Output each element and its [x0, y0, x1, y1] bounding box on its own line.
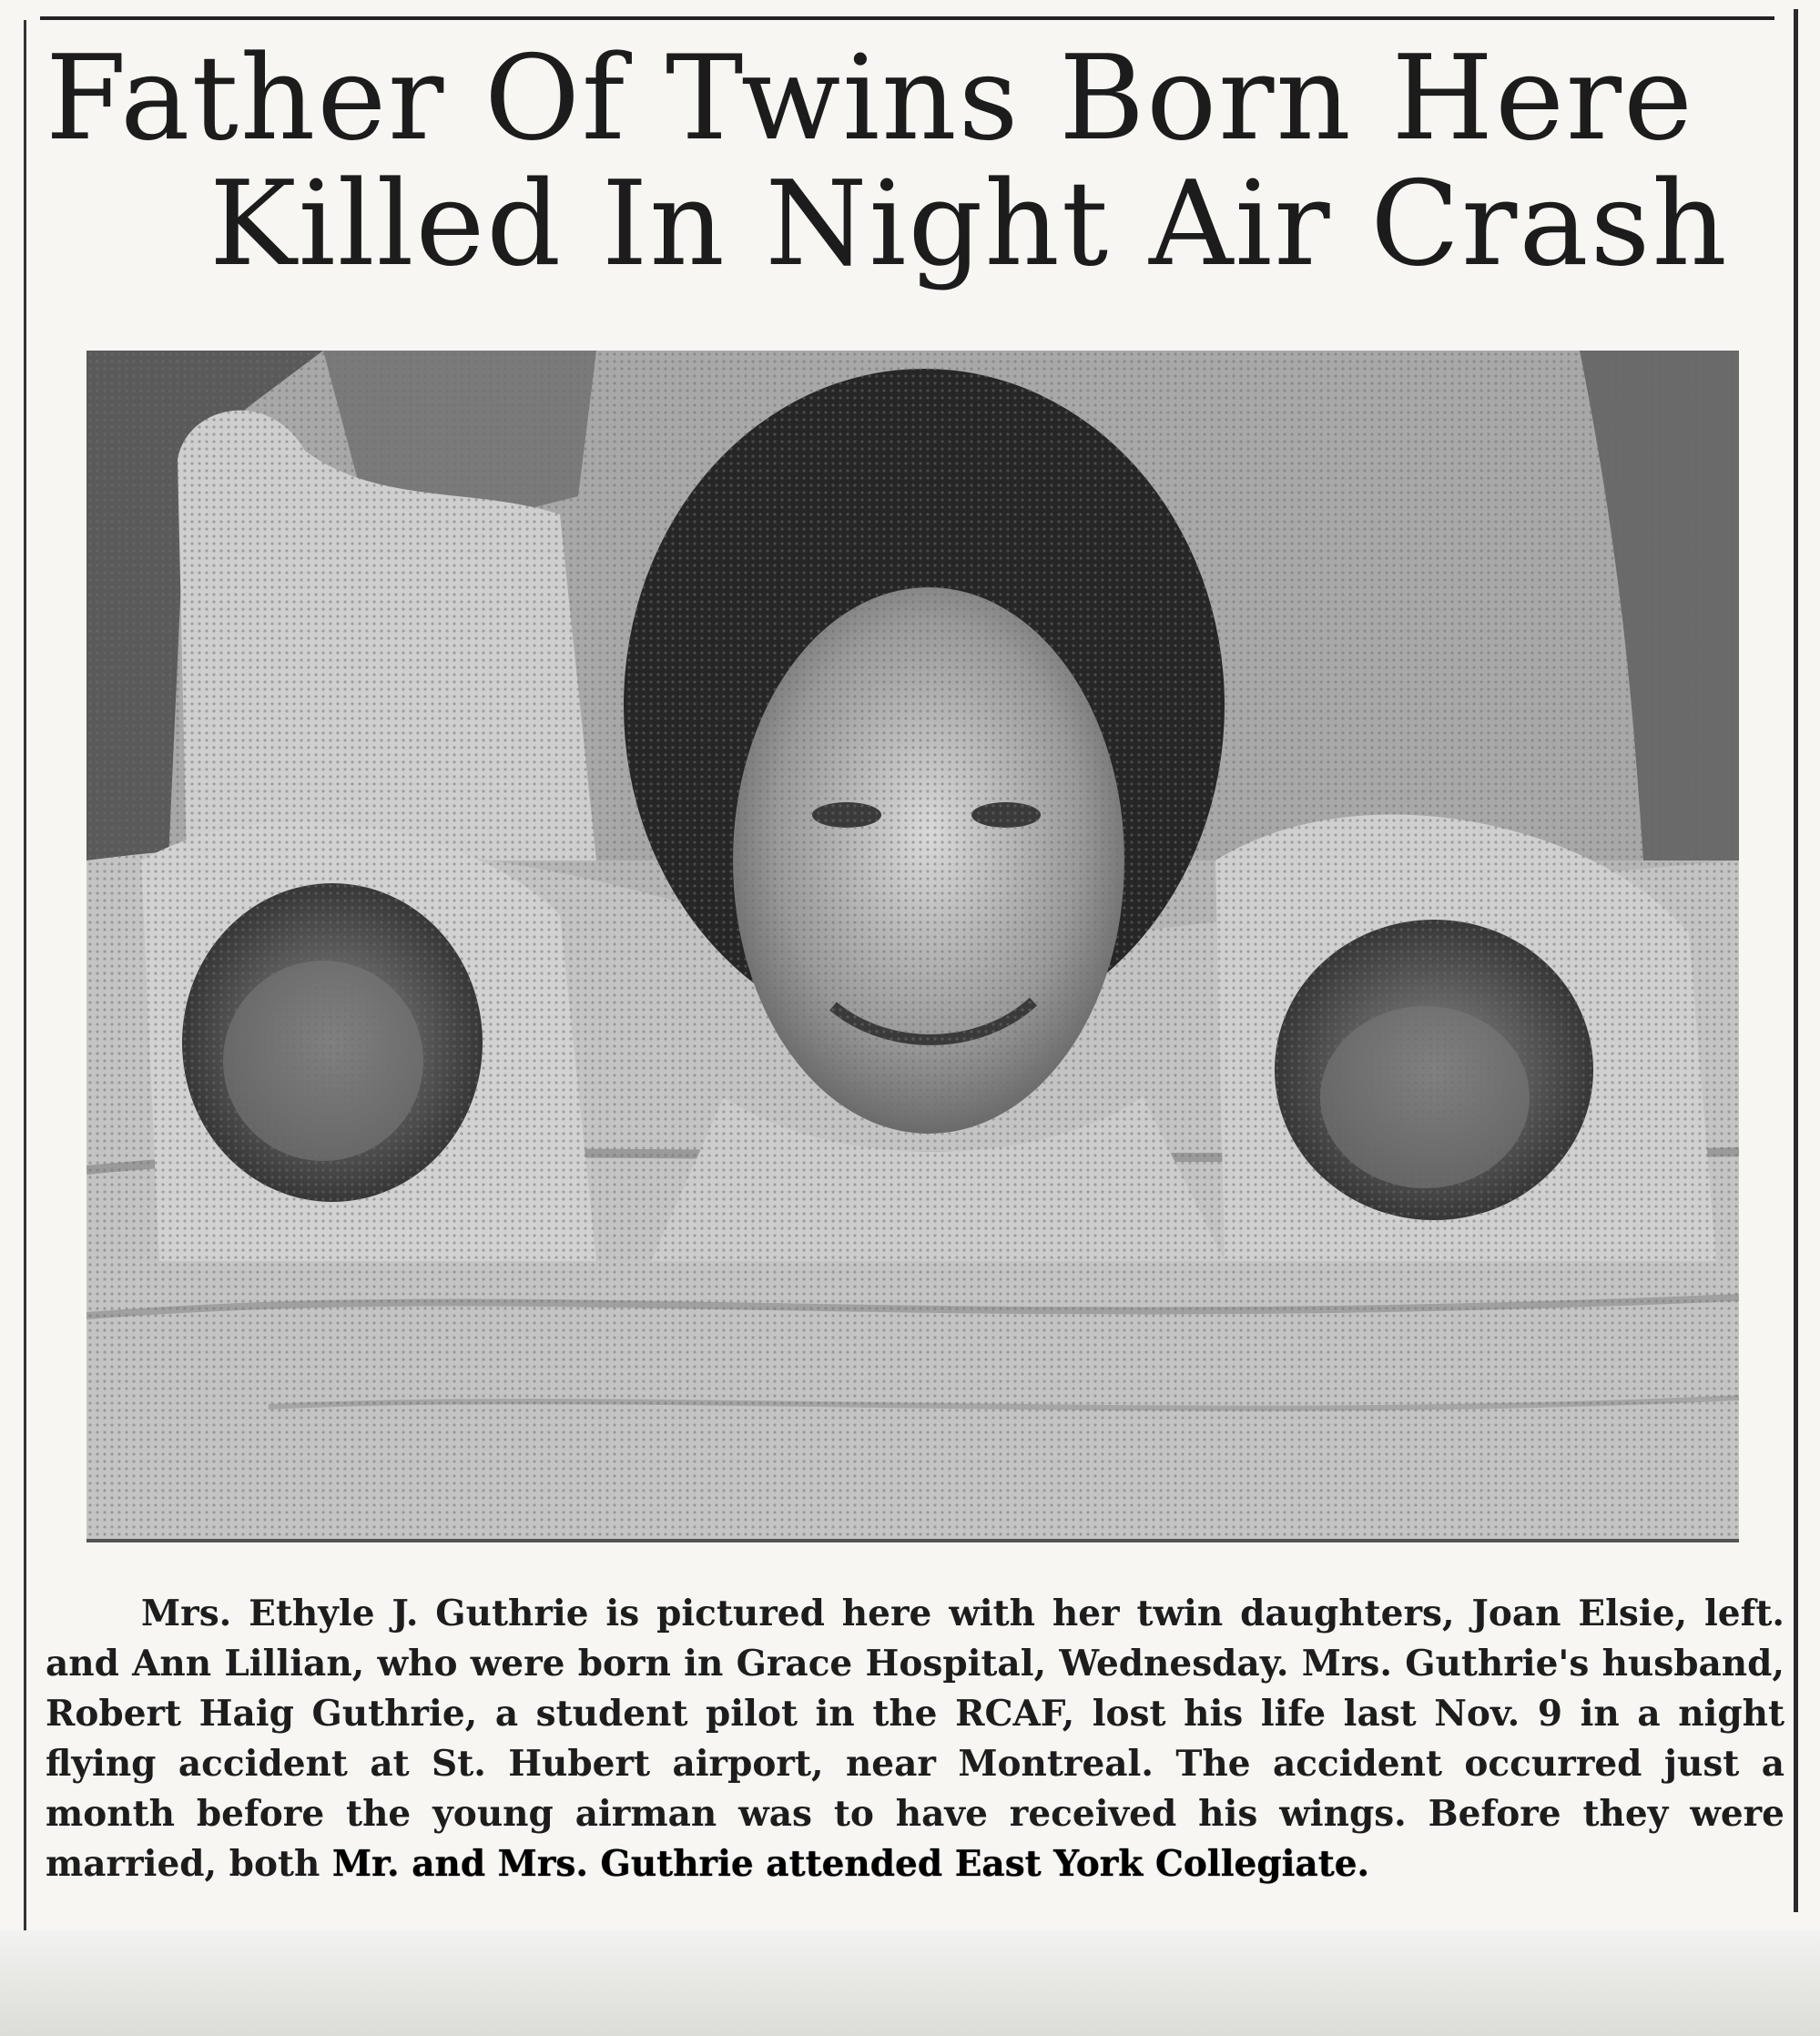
news-photo [86, 351, 1739, 1542]
caption-final-line: Mr. and Mrs. Guthrie attended East York Collegiate. [331, 1843, 1370, 1885]
left-column-rule [24, 20, 26, 1941]
headline-line-1: Father Of Twins Born Here [46, 31, 1694, 167]
headline [46, 31, 1775, 292]
right-column-rule [1794, 9, 1798, 1912]
headline-line-2: Killed In Night Air Crash [209, 157, 1729, 292]
caption-body: Mrs. Ethyle J. Guthrie is pictured here with her twin daughters, Joan Elsie, left. and Ann Lillian, who were born in Grace Hospital, Wednesday. Mrs. Guthrie's husband, Robert Haig Guthrie, a student pilot in the RCAF, lost his life last Nov. 9 in a night flying accident at St. Hubert airport, near Montreal. The accident occurred just a month before the young airman was to have received his wings. Before they were married, both [46, 1593, 1784, 1885]
halftone-photo-icon [86, 351, 1739, 1539]
top-rule [40, 16, 1774, 20]
photo-caption [46, 1589, 1784, 1889]
paper-edge [0, 1930, 1820, 2036]
